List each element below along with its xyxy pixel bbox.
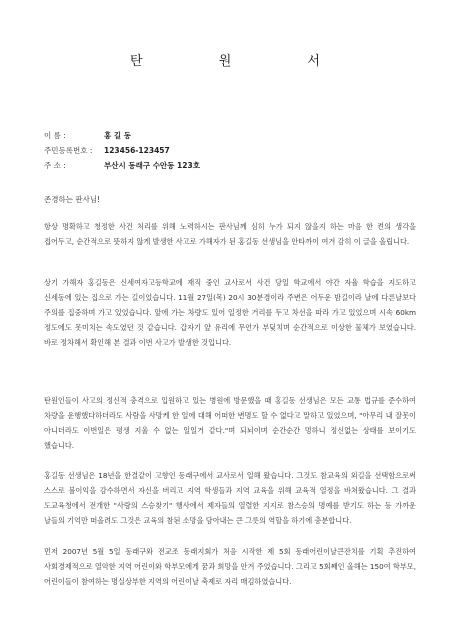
info-label-id: 주민등록번호 : — [44, 146, 93, 155]
body-paragraph: 먼저 2007년 5월 5일 동래구와 전교조 동래지회가 처음 시작한 제 5회 동래어린이날큰잔치를 기획 추진하여 사회경제적으로 열악한 지역 어린이와 학부모에게 꿈과 희망을 안겨 주었습니다. 그리고 5회째인 올해는 150여 학부모, 어린이들이 참여하는 명실상부한 지역의 어린이날 축제로 자리 매김하였습니다. — [44, 547, 416, 586]
greeting: 존경하는 판사님! — [44, 195, 101, 204]
info-value-id: 123456-123457 — [104, 146, 170, 155]
info-value-name: 홍 길 동 — [104, 131, 131, 140]
info-row-id — [44, 143, 200, 158]
info-row-address — [44, 158, 200, 173]
body-paragraph: 탄원인들이 사고의 정신적 충격으로 입원하고 있는 병원에 방문했을 때 홍길동 선생님은 모든 교통 법규를 준수하여 차량을 운행했다하더라도 사람을 사망케 한 일에 대해 어떠한 변명도 할 수 없다고 말하고 있었으며, "아무리 내 잘못이 아니더라도 이번일은 평생 지울 수 없는 일일거 같다."며 되뇌이며 순간순간 멍하니 정신없는 상태를 보이기도 했습니다. — [44, 396, 416, 450]
document-title: 탄 원 서 — [130, 54, 356, 69]
info-label-address: 주 소 : — [44, 161, 66, 170]
body-paragraph: 항상 명확하고 청정한 사건 처리를 위해 노력하시는 판사님께 심히 누가 되지 않을지 하는 마음 한 켠의 생각을 접어두고, 순간적으로 뜻하지 않게 발생한 사고로 가해자가 된 홍길동 선생님을 안타까이 여겨 감히 이 글을 올립니다. — [44, 222, 416, 246]
body-paragraph: 상기 가해자 홍길동은 신세여자고등학교에 재직 중인 교사로서 사건 당일 학교에서 야간 자율 학습을 지도하고 신세동에 있는 집으로 가는 길이었습니다. 11월 27일(목) 20시 30분경이라 주변은 어두운 밤길이라 날에 다른날보다 주의를 집중하며 가고 있었습니다. 앞에 가는 차량도 있어 일정한 거리를 두고 차선을 따라 가고 있었으며 시속 60km 정도에도 못미치는 속도였던 것 같습니다. 갑자기 앞 유리에 무언가 부딪치며 순간적으로 이상한 물체가 보였습니다. 바로 정차해서 확인해 본 결과 이번 사고가 발생한 것입니다. — [44, 278, 416, 347]
body-paragraph: 홍길동 선생님은 18년을 한결같이 고향인 동래구에서 교사로서 일해 왔습니다. 그것도 참교육의 외길을 선택함으로써 스스로 불이익을 감수하면서 자신을 버리고 지역 학생들과 지역 교육을 위해 교육적 열정을 바쳐왔습니다. 그 결과 도교육청에서 전개한 "사랑의 스승찾기" 행사에서 제자들의 열렬한 지지로 참스승의 명예를 받기도 하는 등 가까운 날들의 기억만 떠올려도 그것은 교육의 참된 소망을 담아내는 큰 그릇의 역할을 하기에 충분합니다. — [44, 471, 416, 525]
info-label-name: 이 름 : — [44, 131, 66, 140]
info-row-name — [44, 128, 200, 143]
petitioner-info — [44, 128, 200, 173]
info-value-address: 부산시 동래구 수안동 123호 — [104, 161, 200, 170]
